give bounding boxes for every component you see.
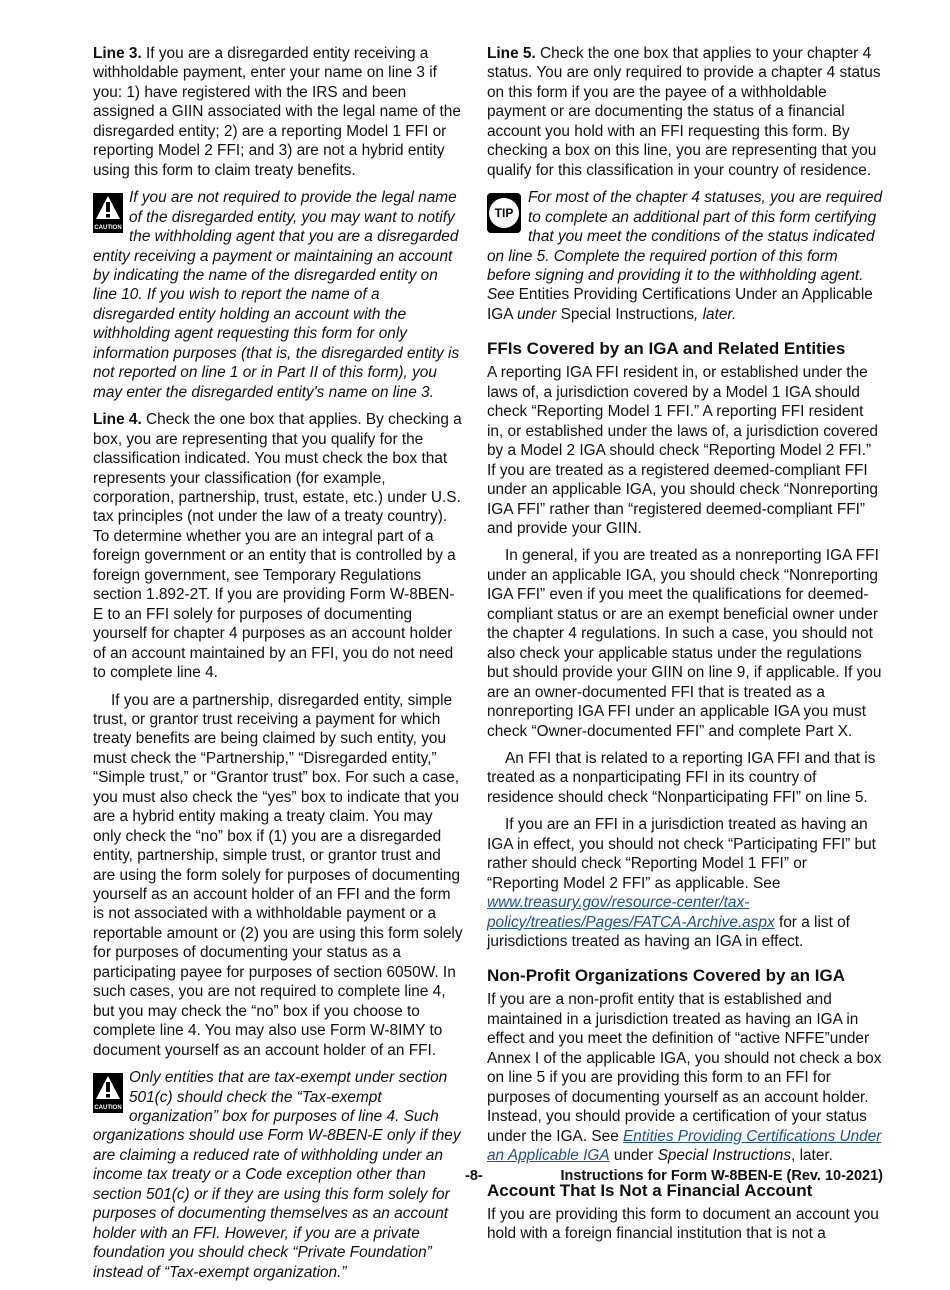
text-run: under <box>609 1147 658 1165</box>
caution-icon <box>93 193 123 233</box>
bold-text: Line 3. <box>93 45 142 62</box>
paragraph <box>93 410 463 682</box>
hyperlink[interactable]: www.treasury.gov/resource-center/tax-policy/treaties/Pages/FATCA-Archive.aspx <box>487 894 775 931</box>
paragraph <box>487 990 883 1165</box>
bold-text: FFIs Covered by an IGA and Related Entities <box>487 339 846 359</box>
text-run: For most of the chapter 4 statuses, you are required to complete an additional part of this form certifying that you meet the conditions of the status indicated on line 5. Complete the required portion of this form before signing and providing it to the withholding agent. See <box>487 189 883 304</box>
section-heading <box>487 338 883 360</box>
paragraph <box>93 691 463 1061</box>
text-run: Only entities that are tax-exempt under section 501(c) should check the “Tax-exempt organization” box for purposes of line 4. Such organizations should use Form W-8BEN-E only if they are claiming a reduced rate of withholding under an income tax treaty or a Code exception other than section 501(c) or if they are using this form solely for purposes of documenting themselves as an account holder with an FFI. However, if you are a private foundation you should check “Private Foundation” instead of “Tax-exempt organization.” <box>93 1069 461 1281</box>
caution-label: CAUTION <box>94 225 122 232</box>
text-run: , later. <box>791 1147 833 1165</box>
text-run: An FFI that is related to a reporting IGA FFI and that is treated as a nonparticipating FFI in its country of residence should check “Nonparticipating FFI” on line 5. <box>487 749 876 806</box>
paragraph <box>487 749 883 807</box>
text-run: If you are a disregarded entity receiving a withholdable payment, enter your name on line 3 if you: 1) have registered with the IRS and been assigned a GIIN associated with the legal name of the disregarded entity; 2) are a reporting Model 1 FFI or reporting Model 2 FFI; and 3) are not a hybrid entity using this form to claim treaty benefits. <box>93 45 461 179</box>
text-run: , later. <box>694 305 737 323</box>
footer-title: Instructions for Form W-8BEN-E (Rev. 10-2021) <box>560 1168 883 1184</box>
bold-text: Line 5. <box>487 45 536 62</box>
text-run: Special Instructions <box>560 305 695 323</box>
page-number: -8- <box>465 1168 483 1184</box>
bold-text: Line 4. <box>93 411 142 429</box>
tip-icon <box>487 193 521 233</box>
paragraph <box>487 363 883 538</box>
paragraph <box>487 44 883 180</box>
text-run: If you are an FFI in a jurisdiction treated as having an IGA in effect, you should not check “Participating FFI” but rather should check “Reporting Model 1 FFI” or “Reporting Model 2 FFI” as applicable. See <box>487 816 876 892</box>
bold-text: Account That Is Not a Financial Account <box>487 1180 813 1200</box>
tip-label: TIP <box>489 198 519 228</box>
text-run: If you are not required to provide the legal name of the disregarded entity, you may want to notify the withholding agent that you are a disregarded entity receiving a payment or maintaining an account by indicating the name of the disregarded entity on line 10. If you wish to report the name of a disregarded entity holding an account with the withholding agent requesting this form for only information purposes (that is, the disregarded entity is not reported on line 1 or in Part II of this form), you may enter the disregarded entity's name on line 3. <box>93 189 460 401</box>
text-run: In general, if you are treated as a nonreporting IGA FFI under an applicable IGA, you should check “Nonreporting IGA FFI” even if you meet the qualifications for deemed-compliant status or are an exempt beneficial owner under the chapter 4 regulations. In such a case, you should not also check your applicable status under the regulations but should provide your GIIN on line 9, if applicable. If you are an owner-documented FFI that is treated as a nonreporting IGA FFI under an applicable IGA you must check “Owner-documented FFI” and complete Part X. <box>487 547 882 740</box>
caution-note <box>93 188 463 402</box>
caution-icon <box>93 1073 123 1113</box>
caution-label: CAUTION <box>94 1105 122 1112</box>
text-run: Check the one box that applies to your chapter 4 status. You are only required to provide a chapter 4 status on this form if you are the payee of a withholdable payment or are documenting the status of a financial account you hold with an FFI requesting this form. By checking a box on this line, you are representing that you qualify for this classification in your country of residence. <box>487 45 881 179</box>
text-run: for a list of jurisdictions treated as having an IGA in effect. <box>487 913 850 951</box>
paragraph <box>487 815 883 951</box>
text-run: under <box>516 305 561 323</box>
text-run: If you are providing this form to document an account you hold with a foreign financial institution that is not a <box>487 1205 879 1243</box>
text-run: A reporting IGA FFI resident in, or established under the laws of, a jurisdiction covered by a Model 1 IGA should check “Reporting Model 1 FFI.” A reporting FFI resident in, or established under the laws of, a jurisdiction covered by a Model 2 IGA should check “Reporting Model 2 FFI.” If you are treated as a registered deemed-compliant FFI under an applicable IGA, you should check “Nonreporting IGA FFI” rather than “registered deemed-compliant FFI” and provide your GIIN. <box>487 364 878 537</box>
paragraph <box>93 44 463 180</box>
section-heading <box>487 965 883 987</box>
text-run: Entities Providing Certifications Under an Applicable IGA <box>487 286 873 323</box>
text-run: Check the one box that applies. By checking a box, you are representing that you qualify for the classification indicated. You must check the box that represents your classification (for example, corporation, partnership, trust, estate, etc.) under U.S. tax principles (not under the law of a treaty country). To determine whether you are an integral part of a foreign government or an entity that is controlled by a foreign government, see Temporary Regulations section 1.892-2T. If you are providing Form W-8BEN-E to an FFI solely for purposes of documenting yourself for chapter 4 purposes as an account holder of an account maintained by an FFI, you do not need to complete line 4. <box>93 411 462 682</box>
tip-note <box>487 188 883 324</box>
right-column <box>487 44 883 1251</box>
text-run: Special Instructions <box>657 1147 792 1165</box>
paragraph <box>487 1205 883 1244</box>
hyperlink[interactable]: Entities Providing Certifications Under an Applicable IGA <box>487 1127 882 1165</box>
text-run: If you are a partnership, disregarded entity, simple trust, or grantor trust receiving a payment for which treaty benefits are being claimed by such entity, you must check the “Partnership,” “Disregarded entity,” “Simple trust,” or “Grantor trust” box. For such a case, you must also check the “yes” box to indicate that you are a hybrid entity making a treaty claim. You may only check the “no” box if (1) you are a disregarded entity, partnership, simple trust, or grantor trust and are using the form solely for purposes of documenting yourself as an account holder of an FFI and the form is not associated with a withholdable payment or a reportable amount or (2) you are using this form solely for purposes of documenting your status as a participating payee for purposes of section 6050W. In such cases, you are not required to complete line 4, but you may check the “no” box if you choose to complete line 4. You may also use Form W-8IMY to document yourself as an account holder of an FFI. <box>93 691 463 1059</box>
paragraph <box>487 546 883 741</box>
caution-note <box>93 1068 463 1282</box>
left-column <box>93 44 463 1290</box>
bold-text: Non-Profit Organizations Covered by an IGA <box>487 966 845 986</box>
text-run: If you are a non-profit entity that is established and maintained in a jurisdiction treated as having an IGA in effect and you meet the definition of “active NFFE”under Annex I of the applicable IGA, you should not check a box on line 5 if you are providing this form to an FFI for purposes of documenting yourself as an account holder. Instead, you should provide a certification of your status under the IGA. See <box>487 991 882 1145</box>
